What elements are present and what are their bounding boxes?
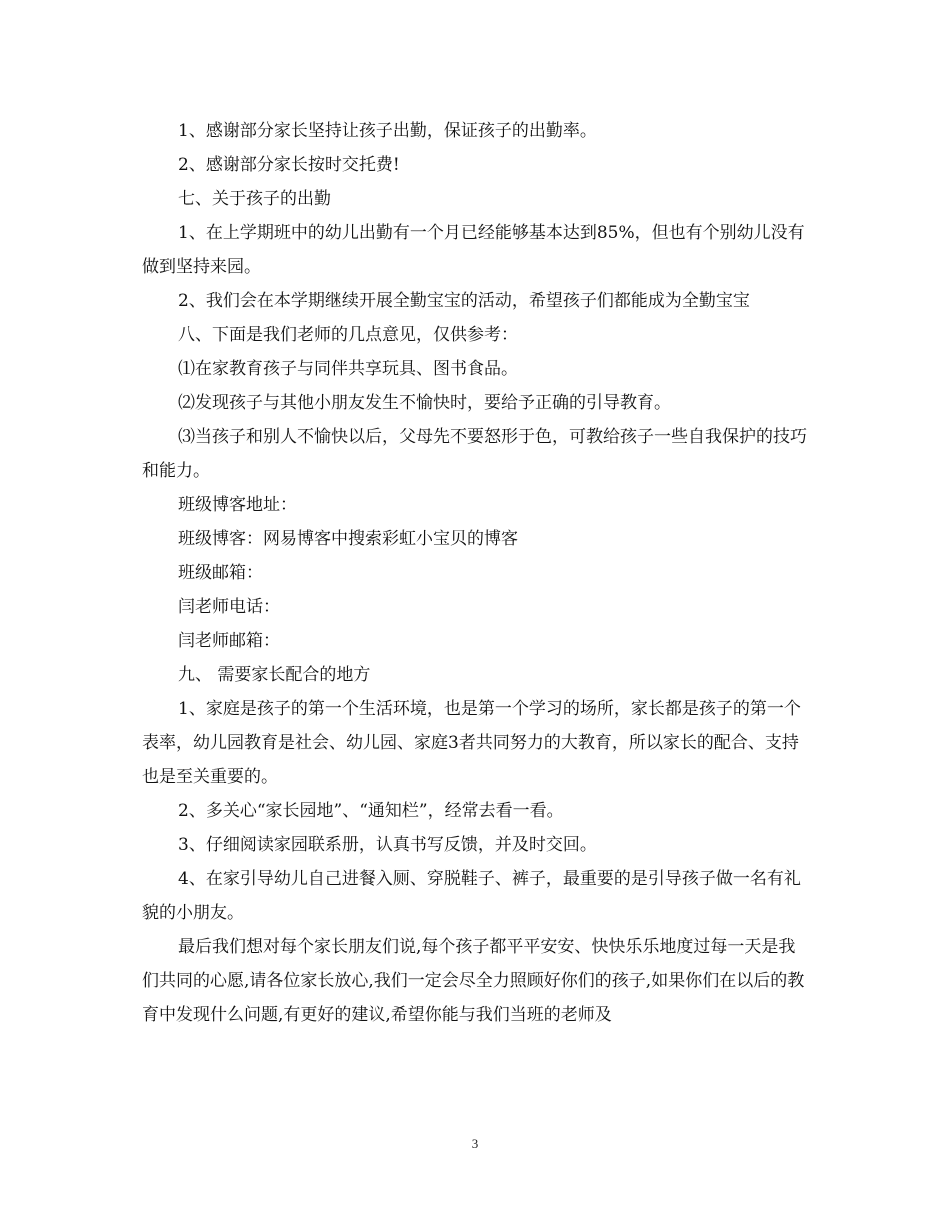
paragraph: ⑴在家教育孩子与同伴共享玩具、图书食品。 bbox=[178, 359, 518, 379]
document-body bbox=[142, 114, 812, 1032]
paragraph: 4、在家引导幼儿自己进餐入厕、穿脱鞋子、裤子，最重要的是引导孩子做一名有礼貌的小朋友。 bbox=[142, 869, 801, 923]
paragraph: 闫老师电话： bbox=[178, 597, 280, 617]
paragraph: 1、家庭是孩子的第一个生活环境，也是第一个学习的场所，家长都是孩子的第一个表率，幼儿园教育是社会、幼儿园、家庭3者共同努力的大教育，所以家长的配合、支持也是至关重要的。 bbox=[142, 699, 801, 787]
paragraph: 2、感谢部分家长按时交托费! bbox=[178, 155, 400, 175]
section-heading: 七、关于孩子的出勤 bbox=[178, 189, 331, 209]
section-heading: 九、 需要家长配合的地方 bbox=[178, 665, 371, 685]
paragraph: 2、多关心“家长园地”、“通知栏”，经常去看一看。 bbox=[178, 801, 564, 821]
paragraph: 2、我们会在本学期继续开展全勤宝宝的活动，希望孩子们都能成为全勤宝宝 bbox=[178, 291, 750, 311]
paragraph: 1、感谢部分家长坚持让孩子出勤，保证孩子的出勤率。 bbox=[178, 121, 597, 141]
paragraph: 3、仔细阅读家园联系册，认真书写反馈，并及时交回。 bbox=[178, 835, 597, 855]
paragraph: 闫老师邮箱： bbox=[178, 631, 280, 651]
paragraph: 班级邮箱： bbox=[178, 563, 263, 583]
paragraph: ⑵发现孩子与其他小朋友发生不愉快时，要给予正确的引导教育。 bbox=[178, 393, 671, 413]
paragraph: 班级博客：网易博客中搜索彩虹小宝贝的博客 bbox=[178, 529, 518, 549]
section-heading: 八、下面是我们老师的几点意见，仅供参考： bbox=[178, 325, 518, 345]
paragraph: ⑶当孩子和别人不愉快以后，父母先不要怒形于色，可教给孩子一些自我保护的技巧和能力。 bbox=[142, 427, 807, 481]
paragraph: 最后我们想对每个家长朋友们说,每个孩子都平平安安、快快乐乐地度过每一天是我们共同的心愿,请各位家长放心,我们一定会尽全力照顾好你们的孩子,如果你们在以后的教育中发现什么问题,有更好的建议,希望你能与我们当班的老师及 bbox=[142, 937, 805, 1025]
paragraph: 1、在上学期班中的幼儿出勤有一个月已经能够基本达到85%，但也有个别幼儿没有做到坚持来园。 bbox=[142, 223, 805, 277]
paragraph: 班级博客地址： bbox=[178, 495, 297, 515]
page-number: 3 bbox=[471, 1136, 479, 1151]
